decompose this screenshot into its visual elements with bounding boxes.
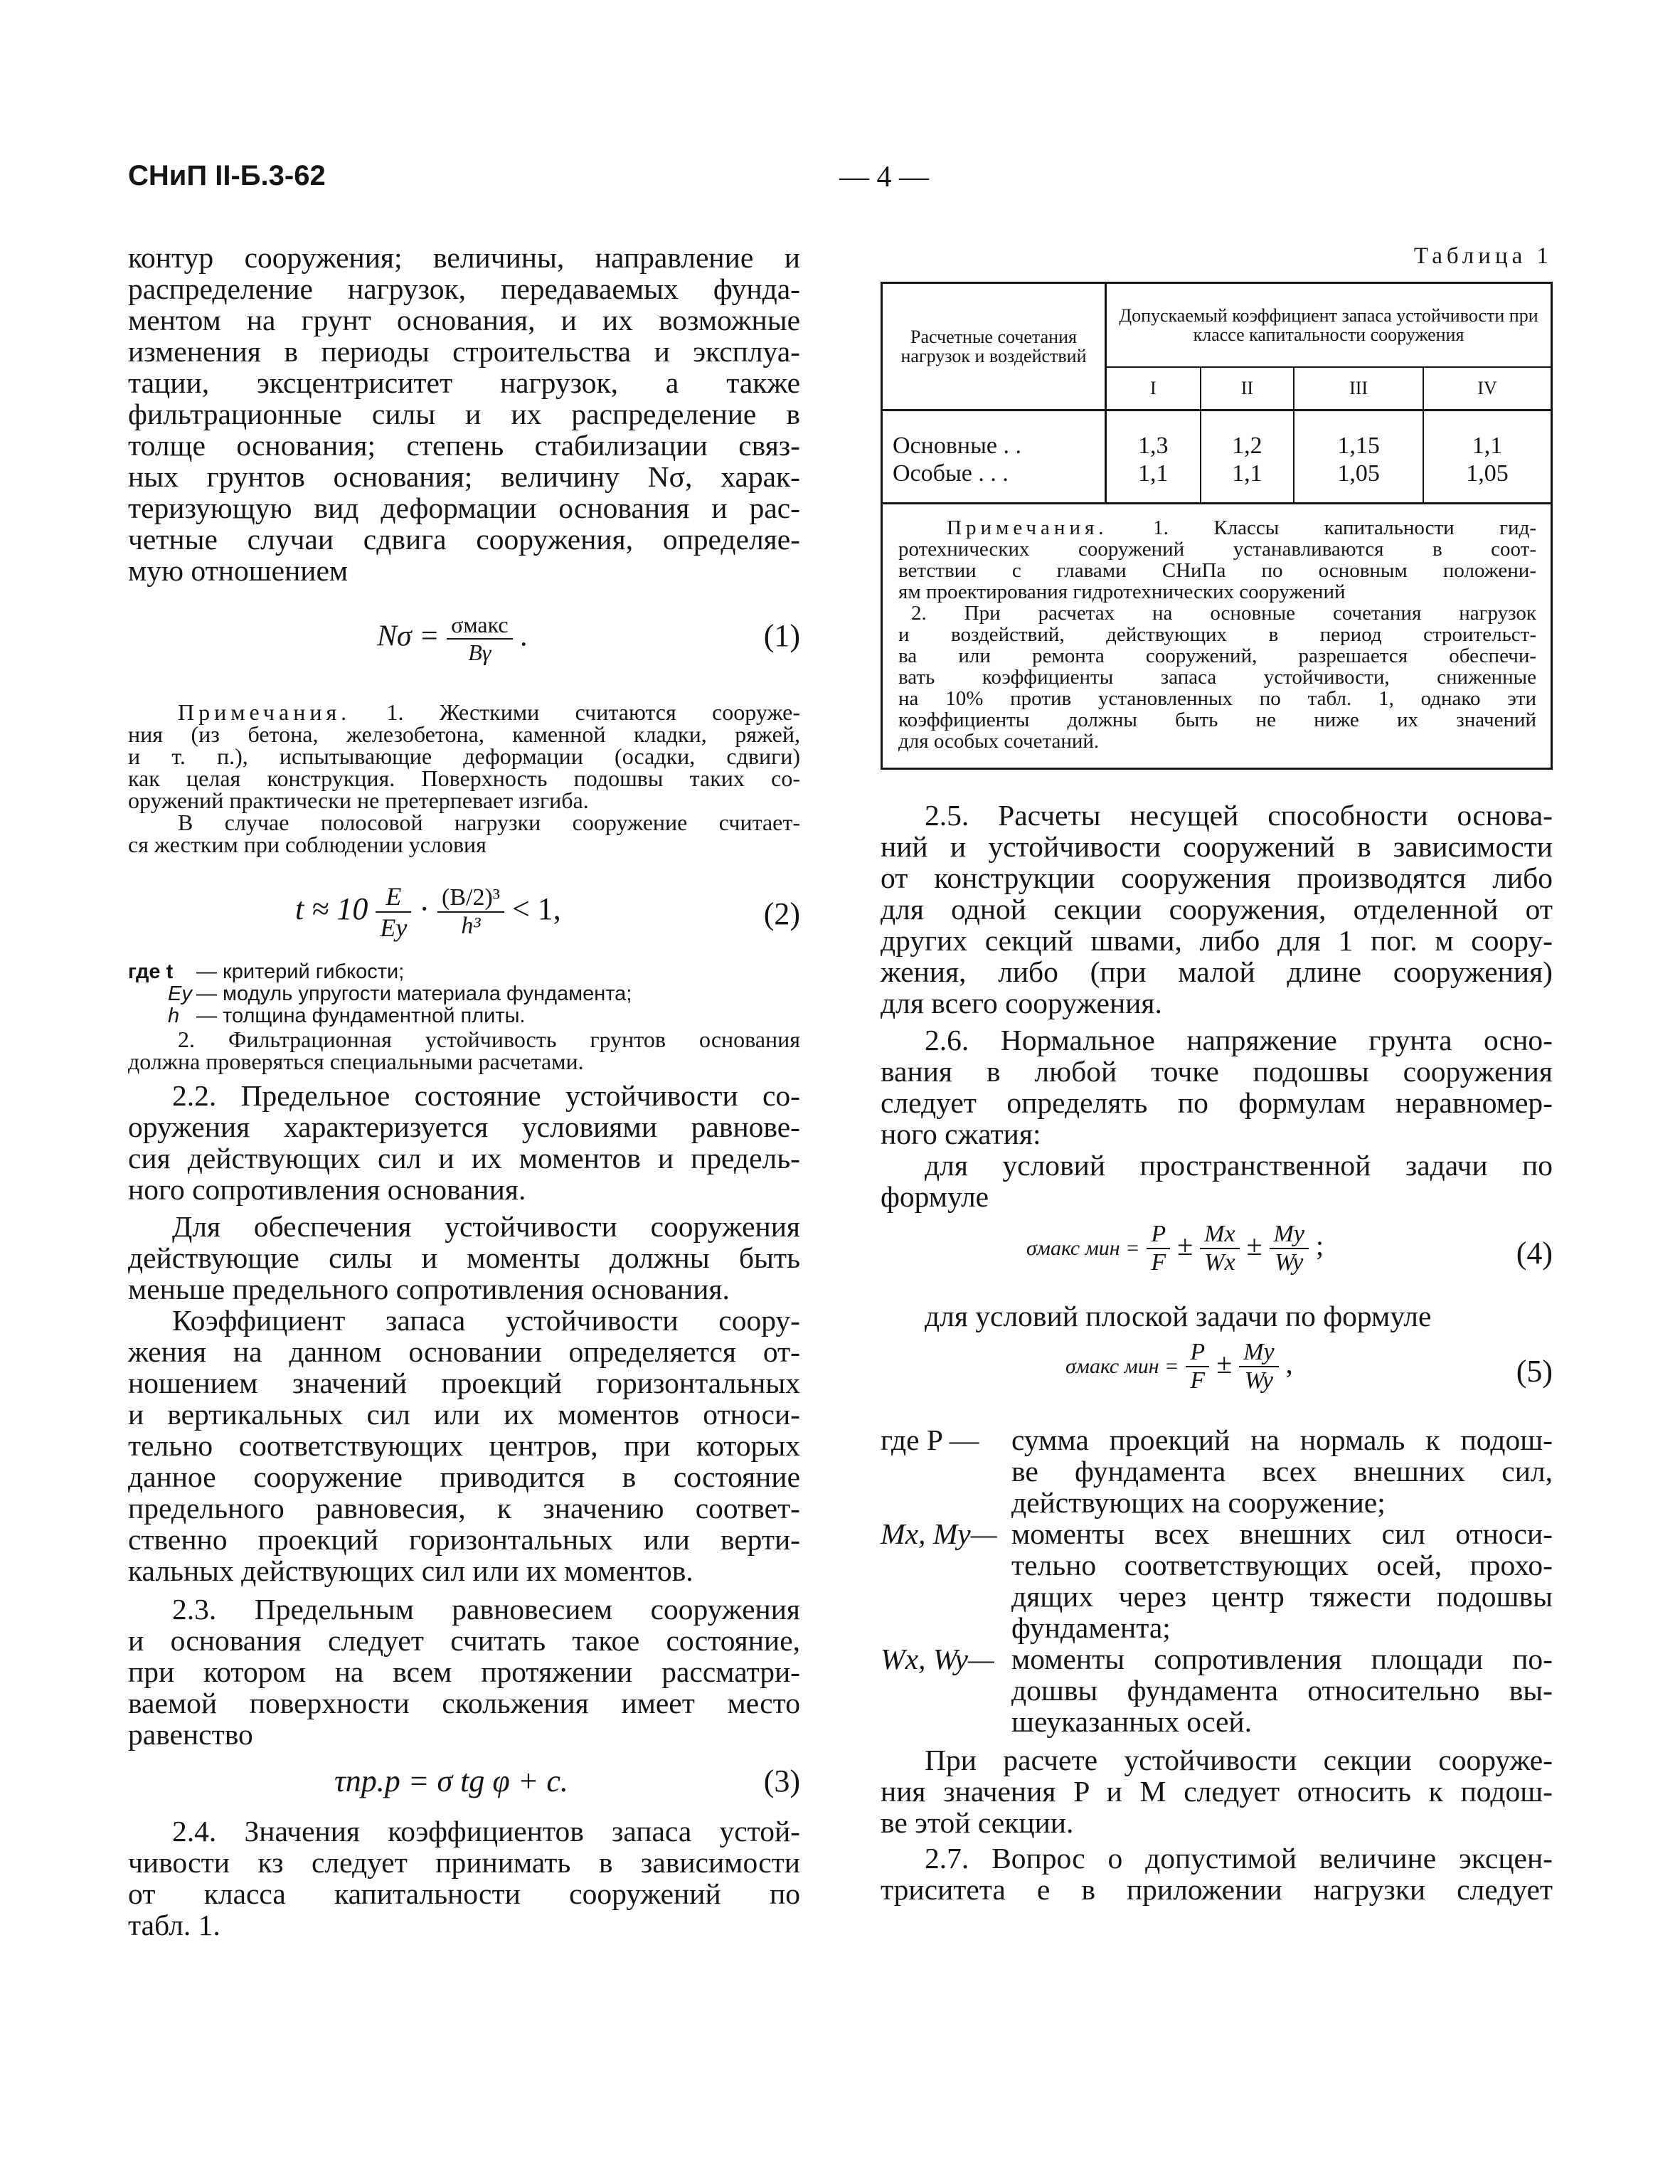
eq4-tail: ;: [1315, 1229, 1324, 1261]
paragraph-2-3: [128, 1594, 800, 1750]
equation-5: [881, 1336, 1553, 1414]
left-column: [128, 242, 800, 1941]
text-line: кальных действующих сил или их моментов.: [128, 1554, 693, 1587]
table-header-coefficient: Допускаемый коэффициент запаса устойчивости при классе капитальности сооружения: [1106, 284, 1551, 367]
eq1-lhs: Nσ =: [377, 620, 440, 653]
text-line: фундамента;: [1011, 1611, 1171, 1644]
eq4-operator: ±: [1177, 1229, 1193, 1261]
text-line: жения, либо (при малой длине сооружения): [881, 955, 1553, 988]
text-line: при котором на всем протяжении рассматри-: [128, 1655, 800, 1688]
notes-line: и воздействий, действующих в период строительст-: [898, 622, 1536, 646]
text-line: толще основания; степень стабилизации связ-: [128, 429, 800, 462]
paragraph-2-6-end: [881, 1744, 1553, 1838]
table-cell: 1,05: [1466, 460, 1509, 487]
text-line: ний и устойчивости сооружений в зависимости: [881, 829, 1553, 863]
where-symbol: Wx, Wy—: [881, 1642, 994, 1675]
text-line: изменения в периоды строительства и эксплуа-: [128, 335, 800, 368]
table-class-header: II: [1201, 367, 1294, 410]
text-line: контур сооружения; величины, направление и: [128, 241, 800, 274]
paragraph-2-6: [881, 1024, 1553, 1212]
right-column: [881, 242, 1553, 1905]
text-line: Коэффициент запаса устойчивости соору-: [172, 1304, 800, 1337]
notes-line: вать коэффициенты запаса устойчивости, сниженные: [898, 665, 1536, 689]
table-row: [883, 460, 1551, 502]
text-line: теризующую вид деформации основания и рас-: [128, 492, 800, 524]
text-line: сумма проекций на нормаль к подош-: [1011, 1423, 1553, 1456]
text-line: шеуказанных осей.: [1011, 1705, 1252, 1738]
intro-paragraph: [128, 242, 800, 586]
where-list-2: [128, 961, 800, 1027]
text-line: 2.4. Значения коэффициентов запаса устой-: [172, 1815, 800, 1848]
eq2-lhs: t ≈ 10: [295, 891, 368, 927]
notes-line: ветствии с главами СНиПа по основным положени-: [898, 558, 1536, 582]
text-line: моменты всех внешних сил относи-: [1011, 1517, 1553, 1550]
table-row: [883, 410, 1551, 460]
eq4-frac-c-den: Wy: [1275, 1249, 1304, 1276]
table-title: Таблица 1: [1413, 243, 1553, 269]
eq5-operator: ±: [1216, 1347, 1233, 1379]
text-line: табл. 1.: [128, 1909, 220, 1941]
paragraph-2-2: [128, 1080, 800, 1586]
row-label: Основные . .: [883, 410, 1106, 460]
text-line: других секций швами, либо для 1 пог. м соору-: [881, 923, 1553, 957]
notes-line: [898, 517, 1536, 539]
where-text: — критерий гибкости;: [196, 960, 405, 983]
eq4-frac-b-den: Wx: [1204, 1249, 1235, 1276]
text-line: для условий плоской задачи по формуле: [925, 1299, 1432, 1332]
text-line: от конструкции сооружения производятся либо: [881, 861, 1553, 894]
equation-number: (2): [763, 896, 800, 931]
notes-line: ва или ремонта сооружений, разрешается обеспечи-: [898, 644, 1536, 667]
notes-line: должна проверяться специальными расчетами.: [128, 1049, 584, 1074]
table-cell: 1,1: [1201, 460, 1294, 502]
text-line: данное сооружение приводится в состояние: [128, 1461, 800, 1493]
notes-title: Примечания.: [178, 699, 351, 725]
eq2-frac2-den: h³: [461, 913, 481, 939]
text-line: 2.3. Предельным равновесием сооружения: [172, 1593, 800, 1626]
text-line: моменты сопротивления площади по-: [1011, 1642, 1553, 1675]
equation-number: (4): [1516, 1235, 1553, 1271]
equation-3: [128, 1754, 800, 1808]
text-line: ственно проекций горизонтальных или верти-: [128, 1523, 800, 1556]
table-header-combination: Расчетные сочетания нагрузок и воздействий: [883, 284, 1106, 410]
text-line: тельно соответствующих осей, прохо-: [1011, 1548, 1553, 1581]
text-line: 2.5. Расчеты несущей способности основа-: [925, 798, 1553, 832]
where-item: [128, 961, 800, 983]
notes-line: ния (из бетона, железобетона, каменной кладки, ряжей,: [128, 721, 800, 747]
text-line: для одной секции сооружения, отделенной от: [881, 892, 1553, 926]
text-line: четные случаи сдвига сооружения, определяе-: [128, 523, 800, 556]
eq5-lhs: σмакс мин =: [1065, 1354, 1179, 1378]
text-line: ментом на грунт основания, и их возможные: [128, 304, 800, 336]
text-line: оружения характеризуется условиями равнове-: [128, 1110, 800, 1143]
equation-number: (3): [763, 1764, 800, 1798]
eq2-dot: ·: [419, 891, 430, 927]
text-line: и вертикальных сил или их моментов относи-: [128, 1398, 800, 1431]
table-cell: 1,1: [1472, 432, 1503, 459]
text-line: меньше предельного сопротивления основания.: [128, 1273, 730, 1305]
equation-2: [128, 874, 800, 953]
where-symbol: где t: [128, 960, 174, 983]
text-line: ного сопротивления основания.: [128, 1173, 526, 1206]
eq4-operator: ±: [1246, 1229, 1262, 1261]
notes-line: ям проектирования гидротехнических сооружений: [898, 580, 1346, 603]
table-cell: 1,2: [1201, 410, 1294, 460]
text-line: дошвы фундамента относительно вы-: [1011, 1673, 1553, 1707]
table-class-header: III: [1294, 367, 1423, 410]
text-line: ношением значений проекций горизонтальных: [128, 1367, 800, 1399]
where-text: — толщина фундаментной плиты.: [196, 1004, 526, 1027]
text-line: тации, эксцентриситет нагрузок, а также: [128, 366, 800, 399]
text-line: мую отношением: [128, 554, 349, 587]
notes-line: 2. Фильтрационная устойчивость грунтов основания: [178, 1027, 800, 1052]
text-line: ваемой поверхности скольжения имеет место: [128, 1687, 800, 1719]
text-line: сия действующих сил и их моментов и предель-: [128, 1142, 800, 1175]
table-cell: 1,3: [1106, 410, 1201, 460]
eq2-frac1-num: E: [376, 881, 411, 913]
where-symbol: где P —: [881, 1423, 979, 1456]
note-2: [128, 1029, 800, 1073]
row-label: Особые . . .: [883, 460, 1106, 502]
eq1-numerator: σмакс: [447, 612, 512, 640]
text-line: ных грунтов основания; величину Nσ, харак-: [128, 460, 800, 493]
text-line: дящих через центр тяжести подошвы: [1011, 1579, 1553, 1613]
text-line: чивости кз следует принимать в зависимости: [128, 1846, 800, 1879]
eq2-frac2-num: (B/2)³: [437, 884, 504, 913]
where-item: [881, 1643, 1553, 1737]
where-item: [881, 1518, 1553, 1643]
text-line: для условий пространственной задачи по: [925, 1148, 1553, 1182]
table-class-header: I: [1106, 367, 1201, 410]
table-1: [881, 282, 1553, 770]
notes-line: для особых сочетаний.: [898, 729, 1100, 753]
eq1-tail: .: [520, 620, 528, 653]
text-line: формуле: [881, 1180, 989, 1213]
notes-text: 1. Жесткими считаются сооруже-: [386, 699, 801, 725]
text-line: вания в любой точке подошвы сооружения: [881, 1054, 1553, 1088]
notes-line: коэффициенты должны быть не ниже их значений: [898, 708, 1536, 731]
notes-line: как целая конструкция. Поверхность подошвы таких со-: [128, 765, 800, 791]
notes-line: и т. п.), испытывающие деформации (осадки, сдвиги): [128, 743, 800, 769]
equation-1: [128, 602, 800, 673]
text-line: и основания следует считать такое состояние,: [128, 1624, 800, 1657]
text-line: предельного равновесия, к значению соответ-: [128, 1492, 800, 1525]
text-line: тельно соответствующих центров, при которых: [128, 1429, 800, 1462]
where-symbol: Mx, My—: [881, 1517, 997, 1550]
where-list-5: [881, 1424, 1553, 1737]
text-line: следует определять по формулам неравномер-: [881, 1086, 1553, 1119]
notes-line: оружений практически не претерпевает изгиба.: [128, 788, 589, 813]
eq4-frac-c-num: My: [1270, 1221, 1309, 1249]
notes-title: Примечания.: [947, 516, 1108, 539]
equation-number: (1): [763, 618, 800, 653]
text-line: фильтрационные силы и их распределение в: [128, 398, 800, 430]
page-number: — 4 —: [839, 161, 929, 194]
text-line: ного сжатия:: [881, 1117, 1041, 1150]
paragraph-2-6-plain: [881, 1300, 1553, 1332]
eq2-frac1-den: Eу: [380, 913, 408, 942]
where-item: [128, 983, 800, 1005]
paragraph-2-5: [881, 800, 1553, 1019]
equation-number: (5): [1516, 1353, 1553, 1389]
notes-line: 2. При расчетах на основные сочетания нагрузок: [911, 601, 1536, 625]
text-line: Для обеспечения устойчивости сооружения: [172, 1210, 800, 1243]
eq4-lhs: σмакс мин =: [1026, 1236, 1140, 1260]
eq5-frac-a-num: P: [1186, 1339, 1209, 1367]
text-line: ве этой секции.: [881, 1806, 1074, 1839]
text-line: ния значения P и M следует относить к подош-: [881, 1774, 1553, 1808]
notes-text: 1. Классы капитальности гид-: [1153, 516, 1537, 539]
text-line: от класса капитальности сооружений по: [128, 1877, 800, 1910]
eq5-frac-a-den: F: [1190, 1367, 1206, 1394]
where-item: [881, 1424, 1553, 1518]
text-line: равенство: [128, 1718, 253, 1751]
text-line: триситета e в приложении нагрузки следует: [881, 1872, 1553, 1906]
table-cell: 1,15: [1294, 410, 1423, 460]
table-notes: [883, 502, 1551, 768]
eq5-frac-b-num: My: [1239, 1339, 1278, 1367]
text-line: При расчете устойчивости секции сооруже-: [925, 1743, 1553, 1776]
eq2-tail: < 1,: [511, 891, 561, 927]
document-code: СНиП II-Б.3-62: [128, 160, 326, 191]
page-header: [128, 160, 1579, 203]
eq4-frac-b-num: Mx: [1200, 1221, 1239, 1249]
eq1-denominator: Bγ: [468, 640, 491, 665]
eq3-body: τпр.р = σ tg φ + c.: [334, 1764, 568, 1798]
table-cell: 1,05: [1294, 460, 1423, 502]
notes-line: ся жестким при соблюдении условия: [128, 832, 487, 857]
where-item: [128, 1005, 800, 1027]
eq5-frac-b-den: Wy: [1244, 1367, 1274, 1394]
text-line: действующие силы и моменты должны быть: [128, 1241, 800, 1274]
text-line: жения на данном основании определяется от-: [128, 1335, 800, 1368]
where-symbol: Eу: [168, 982, 192, 1005]
notes-line: ротехнических сооружений устанавливаются в соот-: [898, 537, 1536, 561]
equation-4: [881, 1216, 1553, 1295]
text-line: ве фундамента всех внешних сил,: [1011, 1454, 1553, 1488]
table-class-header: IV: [1423, 367, 1551, 410]
paragraph-2-7: [881, 1843, 1553, 1905]
text-line: 2.6. Нормальное напряжение грунта осно-: [925, 1023, 1553, 1056]
text-line: 2.7. Вопрос о допустимой величине эксцен-: [925, 1841, 1553, 1875]
text-line: действующих на сооружение;: [1011, 1485, 1386, 1519]
eq4-frac-a-den: F: [1151, 1249, 1166, 1276]
notes-line: [128, 701, 800, 723]
paragraph-2-4: [128, 1815, 800, 1941]
where-symbol: h: [168, 1004, 180, 1027]
text-line: распределение нагрузок, передаваемых фунда-: [128, 272, 800, 305]
notes-1: [128, 701, 800, 856]
text-line: для всего сооружения.: [881, 986, 1162, 1019]
eq5-tail: ,: [1285, 1347, 1293, 1379]
where-text: — модуль упругости материала фундамента;: [196, 982, 632, 1005]
stability-table: [883, 284, 1551, 502]
notes-line: на 10% против установленных по табл. 1, однако эти: [898, 687, 1536, 710]
notes-line: В случае полосовой нагрузки сооружение считает-: [178, 810, 800, 835]
eq4-frac-a-num: P: [1147, 1221, 1170, 1249]
text-line: 2.2. Предельное состояние устойчивости со-: [172, 1079, 800, 1112]
table-cell: 1,1: [1106, 460, 1201, 502]
